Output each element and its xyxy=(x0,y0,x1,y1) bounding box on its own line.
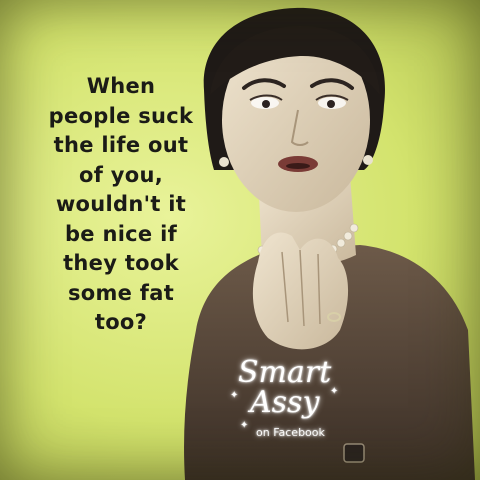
sparkle-icon: ✦ xyxy=(240,420,249,431)
quote-line: be nice if xyxy=(64,221,178,246)
quote-line: some fat xyxy=(67,280,175,305)
quote-line: When xyxy=(86,74,156,98)
sparkle-icon: ✦ xyxy=(330,386,339,397)
quote-line: they took xyxy=(63,251,179,275)
sparkle-icon: ✦ xyxy=(230,390,239,401)
quote-line: the life out xyxy=(53,133,189,157)
quote-line: too? xyxy=(94,310,148,334)
quote-line: people suck xyxy=(48,103,194,128)
watermark-line-2: Assy xyxy=(250,385,320,420)
quote-text xyxy=(8,72,234,338)
watermark-line-3: on Facebook xyxy=(256,426,325,439)
quote-line: wouldn't it xyxy=(55,192,187,216)
smart-assy-watermark xyxy=(226,356,356,456)
watermark-line-1: Smart xyxy=(238,355,332,390)
quote-line: of you, xyxy=(78,162,164,187)
